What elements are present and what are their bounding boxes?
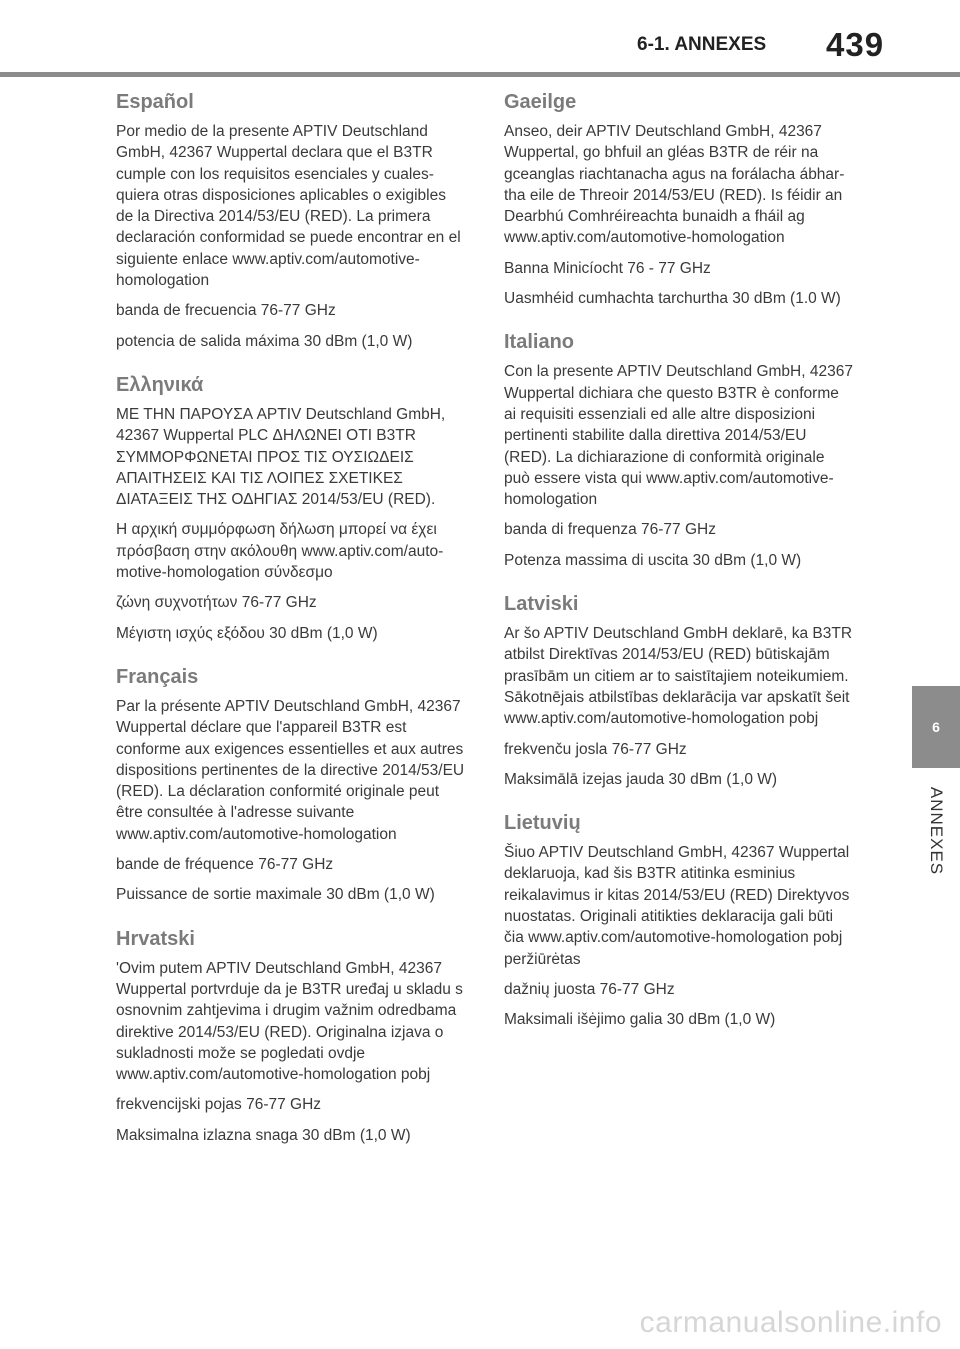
frequency-band: banda de frecuencia 76-77 GHz — [116, 302, 336, 320]
declaration-text: Šiuo APTIV Deutschland GmbH, 42367 Wuppertal deklaruoja, kad šis B3TR atitinka esminius reikalavimus ir kitas 2014/53/EU (RED) Direktyvos nuostatas. Originali atitikties deklaracija gali būti čia www.aptiv.com/automotive-homologation pobj peržiūrėtas — [504, 844, 850, 968]
chapter-number: 6 — [932, 719, 940, 735]
section-heading: Italiano — [504, 331, 575, 354]
frequency-band: Banna Minicíocht 76 - 77 GHz — [504, 259, 711, 277]
section-heading: Español — [116, 91, 194, 113]
output-power: Maksimali išėjimo galia 30 dBm (1,0 W) — [504, 1011, 776, 1029]
chapter-label — [895, 786, 960, 876]
watermark: carmanualsonline.info — [639, 1306, 942, 1339]
left-column — [116, 91, 466, 1168]
frequency-band: dažnių juosta 76-77 GHz — [504, 980, 675, 998]
output-power: potencia de salida máxima 30 dBm (1,0 W) — [116, 332, 413, 350]
section-italiano — [504, 331, 854, 571]
section-lietuviu — [504, 812, 854, 1030]
frequency-band: frekvenču josla 76-77 GHz — [504, 740, 687, 758]
section-hrvatski — [116, 928, 466, 1146]
frequency-band: ζώνη συχνοτήτων 76-77 GHz — [116, 594, 317, 612]
section-heading: Hrvatski — [116, 927, 195, 950]
section-heading: Français — [116, 665, 199, 688]
output-power: Maksimalna izlazna snaga 30 dBm (1,0 W) — [116, 1126, 411, 1144]
section-heading: Gaeilge — [504, 91, 577, 113]
section-latviski — [504, 593, 854, 790]
chapter-tab — [912, 686, 960, 768]
declaration-text: 'Ovim putem APTIV Deutschland GmbH, 42367 Wuppertal portvrduje da je B3TR uređaj u skladu s osnovnim zahtjevima i drugim važnim odredbama direktive 2014/53/EU (RED). Originalna izjava o sukladnosti može se pogledati ovdje www.aptiv.com/automotive-homologation pobj — [116, 959, 463, 1084]
frequency-band: bande de fréquence 76-77 GHz — [116, 856, 334, 874]
right-column — [504, 91, 854, 1053]
section-espanol — [116, 91, 466, 352]
frequency-band: frekvencijski pojas 76-77 GHz — [116, 1096, 322, 1114]
section-gaeilge — [504, 91, 854, 309]
output-power: Puissance de sortie maximale 30 dBm (1,0 W) — [116, 886, 435, 904]
header-rule — [0, 72, 960, 77]
output-power: Uasmhéid cumhachta tarchurtha 30 dBm (1.0 W) — [504, 290, 841, 308]
frequency-band: banda di frequenza 76-77 GHz — [504, 521, 716, 539]
section-greek — [116, 374, 466, 644]
output-power: Maksimālā izejas jauda 30 dBm (1,0 W) — [504, 770, 778, 788]
section-heading: Latviski — [504, 593, 579, 616]
output-power: Potenza massima di uscita 30 dBm (1,0 W) — [504, 551, 802, 569]
section-title: 6-1. ANNEXES — [637, 34, 767, 55]
page-number: 439 — [826, 26, 885, 63]
section-francais — [116, 666, 466, 906]
declaration-link-text: Η αρχική συμμόρφωση δήλωση μπορεί να έχει πρόσβαση στην ακόλουθη www.aptiv.com/automotive-homologation σύνδεσμο — [116, 521, 444, 582]
chapter-label-text: ANNEXES — [927, 786, 946, 876]
declaration-text: ΜΕ ΤΗΝ ΠΑΡΟΥΣΑ APTIV Deutschland GmbH, 42367 Wuppertal PLC ΔΗΛΩΝΕΙ ΟΤΙ B3TR ΣΥΜΜΟΡΦΩΝΕΤΑΙ ΠΡΟΣ ΤΙΣ ΟΥΣΙΩΔΕΙΣ ΑΠΑΙΤΗΣΕΙΣ ΚΑΙ ΤΙΣ ΛΟΙΠΕΣ ΣΧΕΤΙΚΕΣ ΔΙΑΤΑΞΕΙΣ ΤΗΣ ΟΔΗΓΙΑΣ 2014/53/EU (RED). — [116, 405, 446, 509]
declaration-text: Por medio de la presente APTIV Deutschland GmbH, 42367 Wuppertal declara que el B3TR cumple con los requisitos esenciales y cualesquiera otras disposiciones aplicables o exigibles de la Directiva 2014/53/EU (RED). La primera declaración conformidad se puede encontrar en el siguiente enlace www.aptiv.com/automotive-homologation — [116, 123, 461, 290]
declaration-text: Par la présente APTIV Deutschland GmbH, 42367 Wuppertal déclare que l'appareil B3TR est conforme aux exigences essentielles et aux autres dispositions pertinentes de la directive 2014/53/EU (RED). La déclaration conformité originale peut être consultée à l'adresse suivante www.aptiv.com/automotive-homologation — [116, 697, 465, 843]
section-heading: Lietuvių — [504, 812, 581, 835]
declaration-text: Con la presente APTIV Deutschland GmbH, 42367 Wuppertal dichiara che questo B3TR è conforme ai requisiti essenziali ed alle altre disposizioni pertinenti stabilite dalla direttiva 2014/53/EU (RED). La dichiarazione di conformità originale può essere vista qui www.aptiv.com/automotive-homologation — [504, 363, 853, 509]
declaration-text: Ar šo APTIV Deutschland GmbH deklarē, ka B3TR atbilst Direktīvas 2014/53/EU (RED) būtiskajām prasībām un citiem ar to saistītajiem noteikumiem. Sākotnējais atbilstības deklarācija var apskatīt šeit www.aptiv.com/automotive-homologation pobj — [504, 625, 853, 728]
declaration-text: Anseo, deir APTIV Deutschland GmbH, 42367 Wuppertal, go bhfuil an gléas B3TR de réir na gceanglas riachtanacha agus na forálacha ábhartha eile de Threoir 2014/53/EU (RED). Is féidir an Dearbhú Comhréireachta bunaidh a fháil ag www.aptiv.com/automotive-homologation — [504, 123, 845, 247]
output-power: Μέγιστη ισχύς εξόδου 30 dBm (1,0 W) — [116, 624, 378, 642]
section-heading: Ελληνικά — [116, 373, 204, 396]
